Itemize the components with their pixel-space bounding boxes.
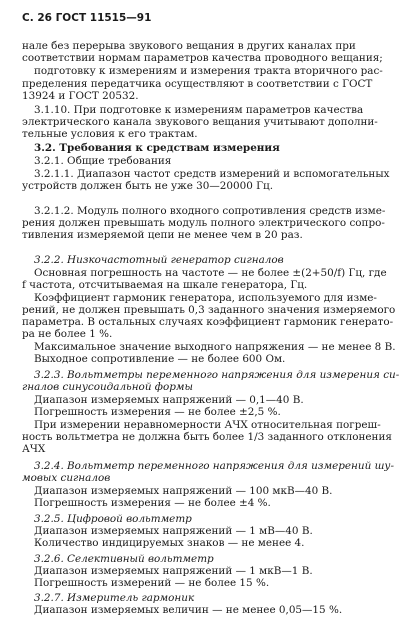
section-heading: 3.2. Требования к средствам измерения bbox=[34, 142, 280, 154]
text-line: подготовку к измерениям и измерения тракта вторичного рас- bbox=[34, 65, 383, 77]
text-line: ра не более 1 %. bbox=[22, 328, 113, 340]
text-line: пределения передатчика осуществляют в соответствии с ГОСТ bbox=[22, 78, 373, 90]
subsection-heading: 3.2.5. Цифровой вольтметр bbox=[34, 513, 192, 525]
text-line: тельные условия к его трактам. bbox=[22, 128, 198, 140]
text-line: соответствии нормам параметров качества проводного вещания; bbox=[22, 52, 383, 64]
text-line: Диапазон измеряемых напряжений — 0,1—40 В. bbox=[34, 394, 304, 406]
subsection-heading: 3.2.4. Вольтметр переменного напряжения для измерений шу- bbox=[34, 460, 394, 472]
text-line: Коэффициент гармоник генератора, используемого для изме- bbox=[34, 292, 377, 304]
text-line: Количество индицируемых знаков — не менее 4. bbox=[34, 537, 305, 549]
text-line: Выходное сопротивление — не более 600 Ом. bbox=[34, 353, 286, 365]
text-line: рения должен превышать модуль полного электрического сопро- bbox=[22, 217, 385, 229]
text-line: f частота, отсчитываемая на шкале генератора, Гц. bbox=[22, 279, 308, 291]
text-line: Основная погрешность на частоте — не более ±(2+50/f) Гц, где bbox=[34, 267, 387, 279]
subsection-heading: 3.2.1. Общие требования bbox=[34, 155, 172, 167]
text-line: Диапазон измеряемых напряжений — 1 мкВ—1 В. bbox=[34, 565, 313, 577]
text-line: тивления измеряемой цепи не менее чем в 20 раз. bbox=[22, 229, 303, 241]
text-line: 3.2.1.1. Диапазон частот средств измерений и вспомогательных bbox=[34, 168, 390, 180]
text-line: рений, не должен превышать 0,3 заданного значения измеряемого bbox=[22, 304, 396, 316]
text-line: Диапазон измеряемых напряжений — 100 мкВ—40 В. bbox=[34, 485, 333, 497]
text-line: 3.2.1.2. Модуль полного входного сопротивления средств изме- bbox=[34, 205, 386, 217]
text-line: 3.1.10. При подготовке к измерениям параметров качества bbox=[34, 104, 364, 116]
text-line: При измерении неравномерности АЧХ относительная погреш- bbox=[34, 419, 381, 431]
text-line: Диапазон измеряемых величин — не менее 0,05—15 %. bbox=[34, 604, 343, 616]
text-line: параметра. В остальных случаях коэффициент гармоник генерато- bbox=[22, 316, 394, 328]
text-line: устройств должен быть не уже 30—20000 Гц. bbox=[22, 180, 273, 192]
subsection-heading: 3.2.2. Низкочастотный генератор сигналов bbox=[34, 254, 284, 266]
text-line: Погрешность измерения — не более ±4 %. bbox=[34, 497, 271, 509]
text-line: АЧХ bbox=[22, 443, 46, 455]
text-line: Погрешность измерения — не более ±2,5 %. bbox=[34, 406, 281, 418]
subsection-heading: гналов синусоидальной формы bbox=[22, 381, 193, 393]
text-line: нале без перерыва звукового вещания в других каналах при bbox=[22, 40, 356, 52]
page-header: С. 26 ГОСТ 11515—91 bbox=[22, 12, 152, 24]
subsection-heading: 3.2.6. Селективный вольтметр bbox=[34, 553, 214, 565]
subsection-heading: 3.2.3. Вольтметры переменного напряжения для измерения си- bbox=[34, 369, 400, 381]
text-line: Диапазон измеряемых напряжений — 1 мВ—40 В. bbox=[34, 525, 313, 537]
text-line: 13924 и ГОСТ 20532. bbox=[22, 90, 139, 102]
text-line: Погрешность измерений — не более 15 %. bbox=[34, 577, 270, 589]
text-line: электрического канала звукового вещания учитывают дополни- bbox=[22, 116, 378, 128]
text-line: ность вольтметра не должна быть более 1/3 заданного отклонения bbox=[22, 431, 392, 443]
subsection-heading: мовых сигналов bbox=[22, 472, 111, 484]
text-line: Максимальное значение выходного напряжения — не менее 8 В. bbox=[34, 341, 396, 353]
subsection-heading: 3.2.7. Измеритель гармоник bbox=[34, 592, 195, 604]
